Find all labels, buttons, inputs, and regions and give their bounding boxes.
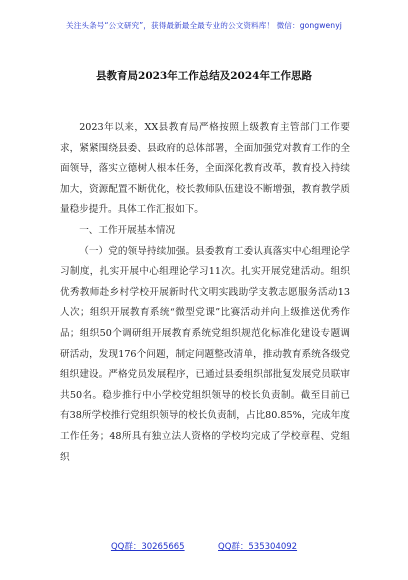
section-heading: 一、工作开展基本情况	[79, 224, 176, 236]
qq-group-link-1[interactable]: QQ群：30265665	[110, 542, 185, 552]
subsection-paragraph: （一）党的领导持续加强。县委教育工委认真落实中心组理论学习制度，扎实开展中心组理论学习11次。扎实开展党建活动。组织优秀教师赴乡村学校开展新时代文明实践助学支教志愿服务活动13人次；组织开展教育系统“微型党课”比赛活动并向上级推送优秀作品；组织50个调研组开展教育系统党组织规范化标准化建设专题调研活动，发现176个问题，制定问题整改清单，推动教育系统各级党组织建设。严格党员发展程序，已通过县委组织部批复发展党员联审共50名。稳步推行中小学校党组织领导的校长负责制。截至目前已有38所学校推行党组织领导的校长负责制，占比80.85%，完成年度工作任务；48所具有独立法人资格的学校均完成了学校章程、党组织	[60, 245, 350, 463]
intro-paragraph: 2023年以来，XX县教育局严格按照上级教育主管部门工作要求，紧紧围绕县委、县政府的总体部署，全面加强党对教育工作的全面领导，落实立德树人根本任务，全面深化教育改革，教育投入持续加大，资源配置不断优化，校长教师队伍建设不断增强，教育教学质量稳步提升。具体工作汇报如下。	[60, 122, 350, 216]
qq-group-link-2[interactable]: QQ群：535304092	[218, 542, 298, 552]
footer-contact-bar	[0, 540, 408, 552]
document-body	[60, 118, 350, 468]
header-banner: 关注头条号“公文研究”，获得最新最全最专业的公文资料库！ 微信：gongwenyj	[66, 21, 342, 30]
document-title: 县教育局2023年工作总结及2024年工作思路	[96, 70, 312, 82]
